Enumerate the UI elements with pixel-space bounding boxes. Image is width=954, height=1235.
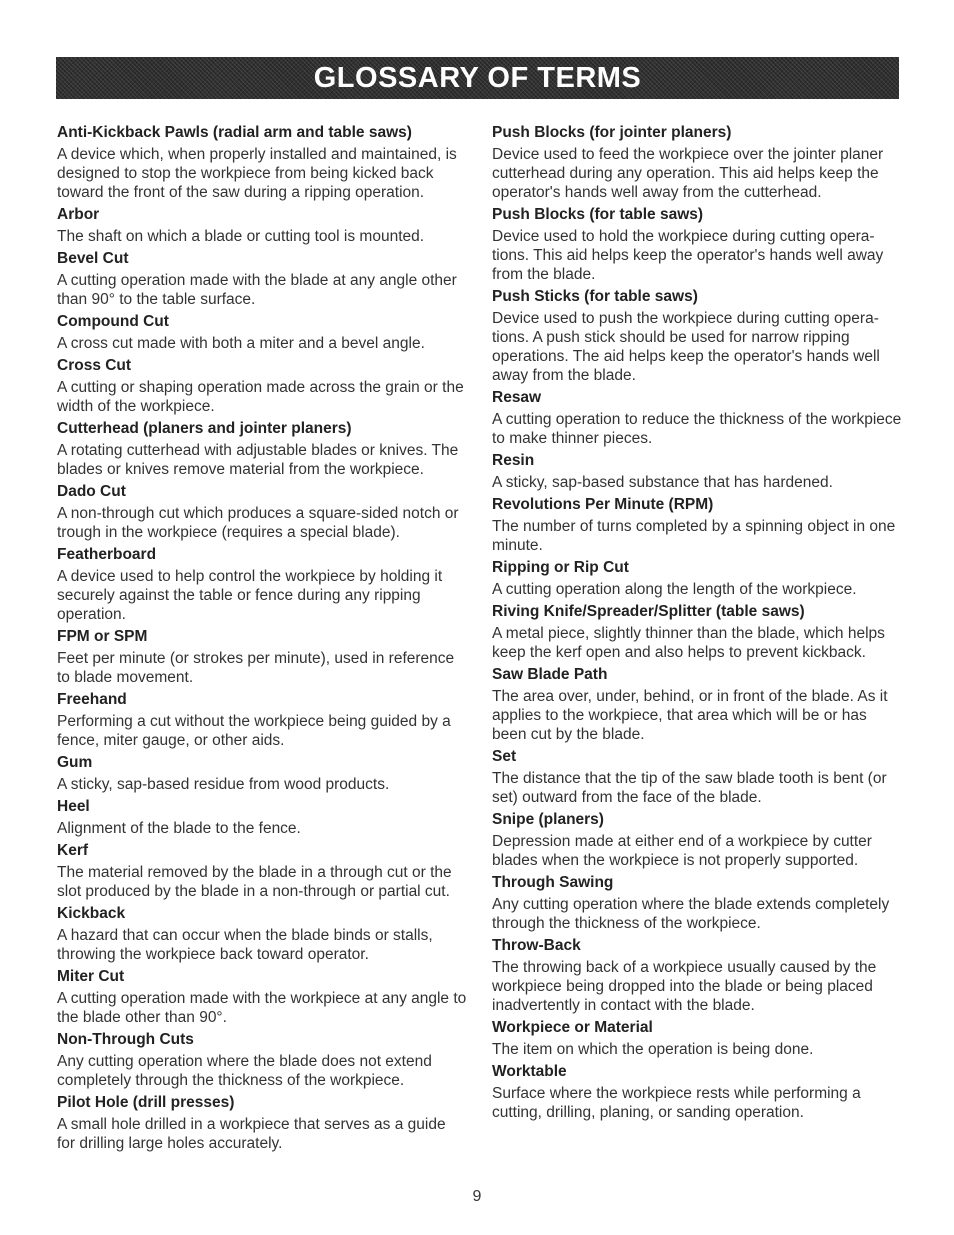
glossary-definition: Depression made at either end of a workpiece by cutter blades when the workpiece is not properly supported. xyxy=(492,833,872,869)
glossary-term: Non-Through Cuts xyxy=(57,1031,194,1048)
glossary-term: Kickback xyxy=(57,905,126,922)
glossary-entry xyxy=(57,122,467,202)
glossary-entry xyxy=(492,746,902,807)
glossary-entry xyxy=(57,204,467,246)
glossary-entry xyxy=(492,387,902,448)
glossary-definition: A cutting operation to reduce the thickness of the workpiece to make thinner pieces. xyxy=(492,411,902,447)
glossary-entry xyxy=(57,626,467,687)
glossary-entry xyxy=(492,809,902,870)
glossary-term: FPM or SPM xyxy=(57,628,148,645)
glossary-definition: A non-through cut which produces a square-sided notch or trough in the workpiece (requires a special blade). xyxy=(57,505,459,541)
glossary-definition: The shaft on which a blade or cutting tool is mounted. xyxy=(57,228,425,245)
glossary-entry xyxy=(57,796,467,838)
glossary-entry xyxy=(57,355,467,416)
glossary-definition: Alignment of the blade to the fence. xyxy=(57,820,301,837)
page-title: GLOSSARY OF TERMS xyxy=(313,61,642,94)
glossary-term: Saw Blade Path xyxy=(492,666,608,683)
glossary-entry xyxy=(57,481,467,542)
glossary-term: Set xyxy=(492,748,517,765)
glossary-entry xyxy=(57,418,467,479)
glossary-term: Push Sticks (for table saws) xyxy=(492,288,698,305)
glossary-definition: Any cutting operation where the blade does not extend completely through the thickness of the workpiece. xyxy=(57,1053,432,1089)
glossary-term: Dado Cut xyxy=(57,483,126,500)
glossary-term: Gum xyxy=(57,754,93,771)
glossary-definition: A cutting or shaping operation made across the grain or the width of the workpiece. xyxy=(57,379,464,415)
glossary-definition: Device used to feed the workpiece over the jointer planer cutterhead during any operation. This aid helps keep the operator's hands well away from the cutterhead. xyxy=(492,146,884,201)
glossary-definition: A hazard that can occur when the blade binds or stalls, throwing the workpiece back toward operator. xyxy=(57,927,433,963)
glossary-term: Resin xyxy=(492,452,535,469)
glossary-term: Freehand xyxy=(57,691,127,708)
glossary-entry xyxy=(57,689,467,750)
glossary-entry xyxy=(492,204,902,284)
glossary-definition: A cross cut made with both a miter and a bevel angle. xyxy=(57,335,425,352)
glossary-definition: A device used to help control the workpiece by holding it securely against the table or fence during any ripping operation. xyxy=(57,568,443,623)
glossary-term: Cross Cut xyxy=(57,357,132,374)
page-number: 9 xyxy=(472,1188,482,1205)
glossary-term: Through Sawing xyxy=(492,874,614,891)
glossary-term: Miter Cut xyxy=(57,968,125,985)
glossary-term: Compound Cut xyxy=(57,313,169,330)
glossary-entry xyxy=(492,1017,902,1059)
glossary-term: Push Blocks (for table saws) xyxy=(492,206,704,223)
glossary-definition: The material removed by the blade in a through cut or the slot produced by the blade in a non-through or partial cut. xyxy=(57,864,452,900)
glossary-definition: Device used to push the workpiece during cutting opera- tions. A push stick should be used for narrow ripping operations. The aid helps keep the operator's hands well away from the blade. xyxy=(492,310,880,384)
glossary-entry xyxy=(492,1061,902,1122)
glossary-term: Revolutions Per Minute (RPM) xyxy=(492,496,714,513)
glossary-term: Anti-Kickback Pawls (radial arm and table saws) xyxy=(57,124,412,141)
glossary-entry xyxy=(57,966,467,1027)
glossary-definition: A cutting operation along the length of the workpiece. xyxy=(492,581,857,598)
glossary-entry xyxy=(57,752,467,794)
glossary-definition: A metal piece, slightly thinner than the blade, which helps keep the kerf open and also helps to prevent kickback. xyxy=(492,625,885,661)
glossary-definition: A rotating cutterhead with adjustable blades or knives. The blades or knives remove material from the workpiece. xyxy=(57,442,459,478)
glossary-definition: The throwing back of a workpiece usually caused by the workpiece being dropped into the blade or being placed inadvertently in contact with the blade. xyxy=(492,959,877,1014)
glossary-term: Ripping or Rip Cut xyxy=(492,559,629,576)
glossary-definition: A sticky, sap-based residue from wood products. xyxy=(57,776,390,793)
glossary-term: Bevel Cut xyxy=(57,250,129,267)
glossary-entry xyxy=(57,903,467,964)
glossary-term: Arbor xyxy=(57,206,100,223)
glossary-definition: Performing a cut without the workpiece being guided by a fence, miter gauge, or other aids. xyxy=(57,713,451,749)
glossary-term: Throw-Back xyxy=(492,937,581,954)
glossary-term: Heel xyxy=(57,798,90,815)
glossary-definition: Surface where the workpiece rests while performing a cutting, drilling, planing, or sanding operation. xyxy=(492,1085,861,1121)
glossary-entry xyxy=(57,544,467,624)
glossary-entry xyxy=(57,1029,467,1090)
glossary-entry xyxy=(57,1092,467,1153)
glossary-entry xyxy=(492,450,902,492)
glossary-entry xyxy=(492,935,902,1015)
glossary-definition: A cutting operation made with the blade at any angle other than 90° to the table surface. xyxy=(57,272,457,308)
glossary-term: Push Blocks (for jointer planers) xyxy=(492,124,732,141)
glossary-definition: A small hole drilled in a workpiece that serves as a guide for drilling large holes accurately. xyxy=(57,1116,446,1152)
glossary-banner xyxy=(56,57,899,99)
glossary-definition: Device used to hold the workpiece during cutting opera- tions. This aid helps keep the operator's hands well away from the blade. xyxy=(492,228,884,283)
glossary-entry xyxy=(57,840,467,901)
glossary-term: Snipe (planers) xyxy=(492,811,604,828)
right-column xyxy=(492,120,902,1122)
glossary-definition: The distance that the tip of the saw blade tooth is bent (or set) outward from the face of the blade. xyxy=(492,770,887,806)
glossary-entry xyxy=(492,122,902,202)
glossary-entry xyxy=(492,286,902,385)
glossary-term: Resaw xyxy=(492,389,542,406)
glossary-definition: The number of turns completed by a spinning object in one minute. xyxy=(492,518,896,554)
glossary-definition: Feet per minute (or strokes per minute), used in reference to blade movement. xyxy=(57,650,455,686)
glossary-term: Worktable xyxy=(492,1063,567,1080)
glossary-definition: A cutting operation made with the workpiece at any angle to the blade other than 90°. xyxy=(57,990,467,1026)
glossary-term: Riving Knife/Spreader/Splitter (table saws) xyxy=(492,603,805,620)
glossary-definition: The area over, under, behind, or in front of the blade. As it applies to the workpiece, that area which will be or has been cut by the blade. xyxy=(492,688,888,743)
left-column xyxy=(57,120,467,1153)
glossary-term: Featherboard xyxy=(57,546,157,563)
glossary-definition: A device which, when properly installed and maintained, is designed to stop the workpiece from being kicked back toward the front of the saw during a ripping operation. xyxy=(57,146,457,201)
glossary-entry xyxy=(492,557,902,599)
glossary-entry xyxy=(492,494,902,555)
glossary-term: Kerf xyxy=(57,842,89,859)
glossary-entry xyxy=(492,664,902,744)
glossary-definition: A sticky, sap-based substance that has hardened. xyxy=(492,474,833,491)
glossary-definition: The item on which the operation is being done. xyxy=(492,1041,814,1058)
glossary-entry xyxy=(57,311,467,353)
glossary-term: Workpiece or Material xyxy=(492,1019,653,1036)
glossary-definition: Any cutting operation where the blade extends completely through the thickness of the workpiece. xyxy=(492,896,890,932)
glossary-term: Cutterhead (planers and jointer planers) xyxy=(57,420,352,437)
glossary-term: Pilot Hole (drill presses) xyxy=(57,1094,235,1111)
glossary-entry xyxy=(57,248,467,309)
glossary-entry xyxy=(492,872,902,933)
glossary-entry xyxy=(492,601,902,662)
